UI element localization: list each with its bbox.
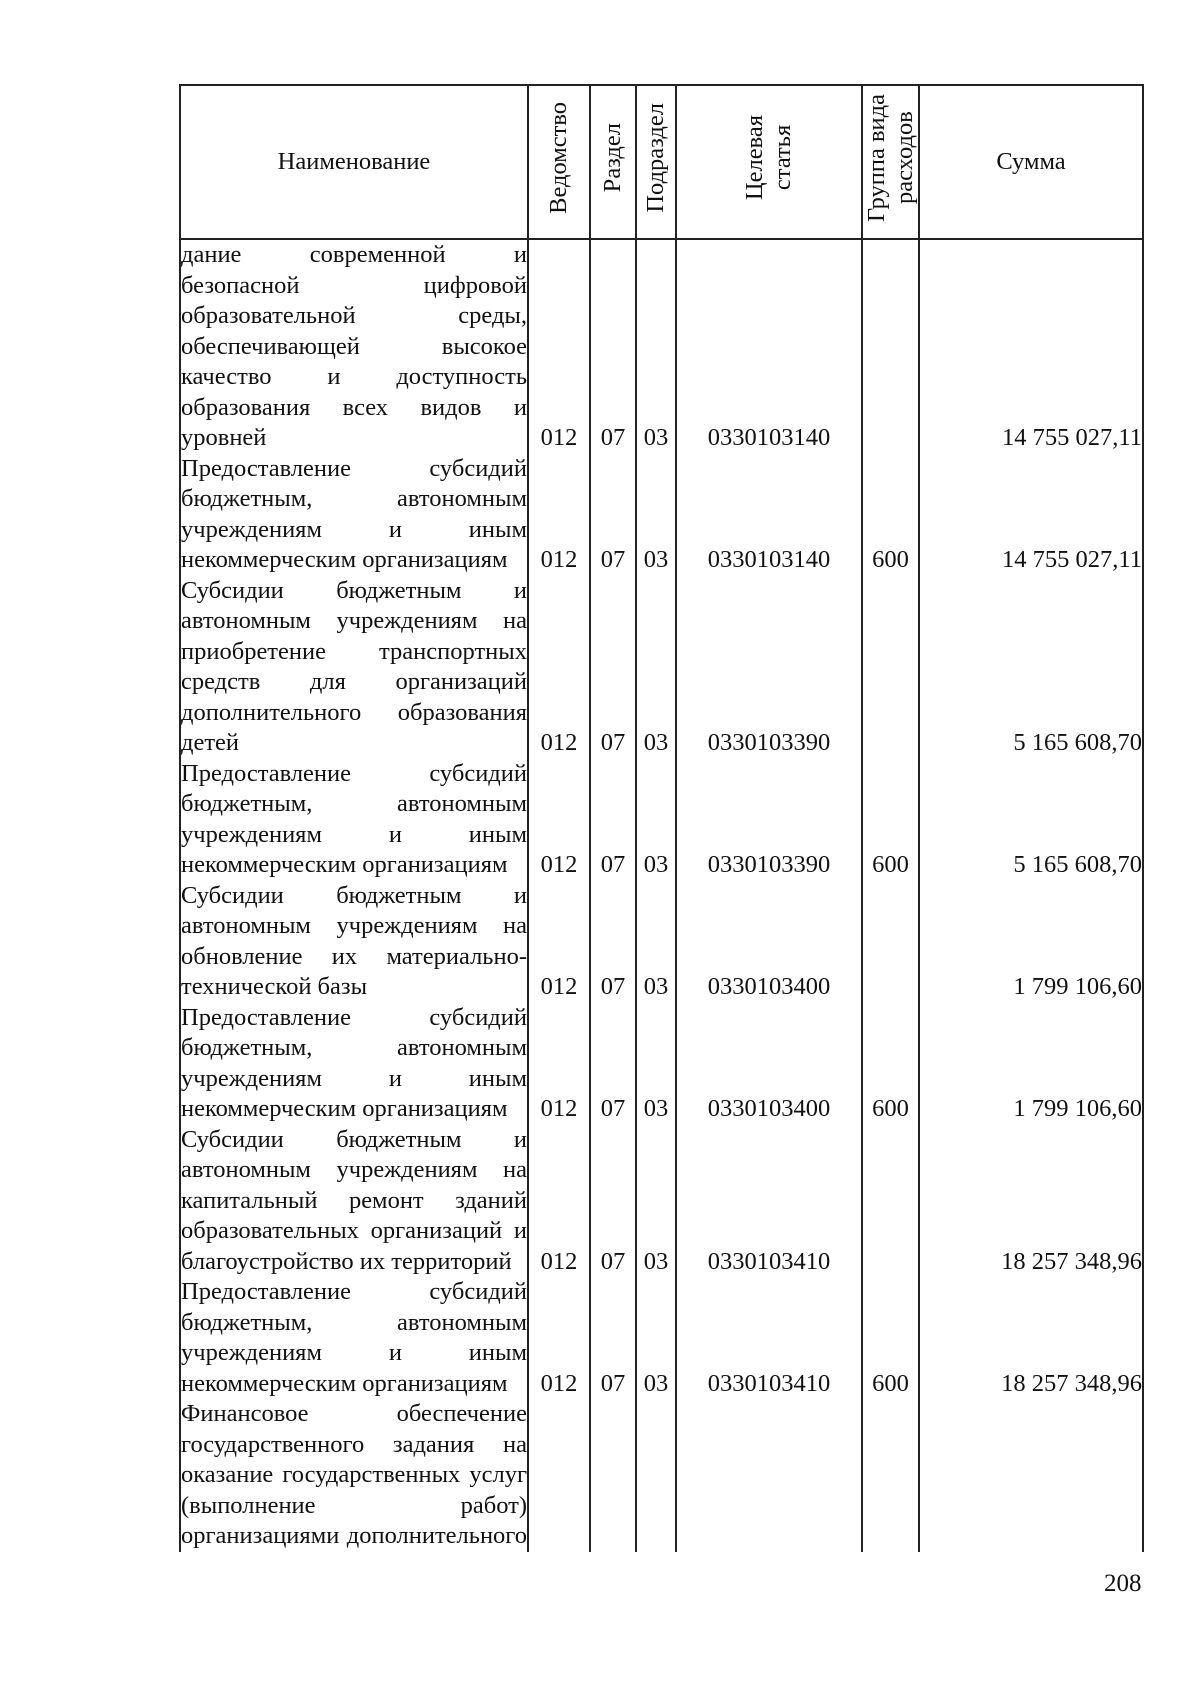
page-number: 208	[1104, 1570, 1142, 1597]
header-name: Наименование	[180, 85, 528, 239]
row-section	[590, 1399, 636, 1552]
row-subsection: 03	[636, 759, 676, 881]
row-subsection	[636, 1399, 676, 1552]
row-expense-group	[862, 576, 919, 759]
row-department: 012	[528, 576, 590, 759]
row-name: Субсидии бюджетным и автономным учреждениям на капитальный ремонт зданий образовательных организаций и благоустройство их территорий	[180, 1125, 528, 1278]
table-row	[180, 239, 1143, 454]
row-section: 07	[590, 1125, 636, 1278]
header-department: Ведомство	[528, 85, 590, 239]
row-amount: 18 257 348,96	[919, 1277, 1143, 1399]
row-expense-group	[862, 1125, 919, 1278]
row-amount: 5 165 608,70	[919, 576, 1143, 759]
row-name: дание современной и безопасной цифровой образовательной среды, обеспечивающей высокое качество и доступность образования всех видов и уровней	[180, 239, 528, 454]
row-name: Субсидии бюджетным и автономным учреждениям на обновление их материально-технической базы	[180, 881, 528, 1003]
row-section: 07	[590, 576, 636, 759]
row-target-article: 0330103390	[676, 576, 862, 759]
budget-table	[179, 84, 1144, 1552]
table-row	[180, 576, 1143, 759]
row-target-article: 0330103400	[676, 881, 862, 1003]
row-subsection: 03	[636, 239, 676, 454]
row-target-article: 0330103140	[676, 239, 862, 454]
table-row	[180, 881, 1143, 1003]
row-department: 012	[528, 759, 590, 881]
row-expense-group: 600	[862, 1277, 919, 1399]
row-name: Предоставление субсидий бюджетным, автономным учреждениям и иным некоммерческим организациям	[180, 1277, 528, 1399]
row-section: 07	[590, 454, 636, 576]
table-row	[180, 1125, 1143, 1278]
table-row	[180, 1399, 1143, 1552]
header-expense-group: Группа вида расходов	[862, 85, 919, 239]
table-row	[180, 1277, 1143, 1399]
row-amount: 1 799 106,60	[919, 881, 1143, 1003]
row-name: Субсидии бюджетным и автономным учреждениям на приобретение транспортных средств для организаций дополнительного образования детей	[180, 576, 528, 759]
row-target-article: 0330103390	[676, 759, 862, 881]
row-section: 07	[590, 881, 636, 1003]
row-department	[528, 1399, 590, 1552]
row-expense-group: 600	[862, 759, 919, 881]
row-expense-group	[862, 239, 919, 454]
row-target-article: 0330103140	[676, 454, 862, 576]
row-target-article: 0330103410	[676, 1277, 862, 1399]
row-amount: 14 755 027,11	[919, 239, 1143, 454]
row-subsection: 03	[636, 576, 676, 759]
row-department: 012	[528, 1277, 590, 1399]
row-name: Финансовое обеспечение государственного задания на оказание государственных услуг (выполнение работ) организациями дополнительного	[180, 1399, 528, 1552]
row-section: 07	[590, 759, 636, 881]
row-expense-group	[862, 1399, 919, 1552]
row-expense-group	[862, 881, 919, 1003]
row-subsection: 03	[636, 1125, 676, 1278]
table-row	[180, 454, 1143, 576]
row-target-article: 0330103400	[676, 1003, 862, 1125]
row-department: 012	[528, 239, 590, 454]
row-amount: 5 165 608,70	[919, 759, 1143, 881]
row-department: 012	[528, 1003, 590, 1125]
table-header-row	[180, 85, 1143, 239]
row-subsection: 03	[636, 1277, 676, 1399]
row-name: Предоставление субсидий бюджетным, автономным учреждениям и иным некоммерческим организациям	[180, 1003, 528, 1125]
row-expense-group: 600	[862, 454, 919, 576]
row-subsection: 03	[636, 1003, 676, 1125]
row-department: 012	[528, 1125, 590, 1278]
row-amount: 14 755 027,11	[919, 454, 1143, 576]
row-amount: 1 799 106,60	[919, 1003, 1143, 1125]
row-target-article	[676, 1399, 862, 1552]
table-row	[180, 759, 1143, 881]
row-section: 07	[590, 1003, 636, 1125]
row-amount	[919, 1399, 1143, 1552]
row-amount: 18 257 348,96	[919, 1125, 1143, 1278]
row-section: 07	[590, 239, 636, 454]
header-sum: Сумма	[919, 85, 1143, 239]
row-department: 012	[528, 881, 590, 1003]
row-subsection: 03	[636, 454, 676, 576]
table-row	[180, 1003, 1143, 1125]
header-target-article: Целевая статья	[676, 85, 862, 239]
row-name: Предоставление субсидий бюджетным, автономным учреждениям и иным некоммерческим организациям	[180, 759, 528, 881]
row-expense-group: 600	[862, 1003, 919, 1125]
row-subsection: 03	[636, 881, 676, 1003]
row-section: 07	[590, 1277, 636, 1399]
row-department: 012	[528, 454, 590, 576]
header-subsection: Подраздел	[636, 85, 676, 239]
header-section: Раздел	[590, 85, 636, 239]
row-target-article: 0330103410	[676, 1125, 862, 1278]
row-name: Предоставление субсидий бюджетным, автономным учреждениям и иным некоммерческим организациям	[180, 454, 528, 576]
